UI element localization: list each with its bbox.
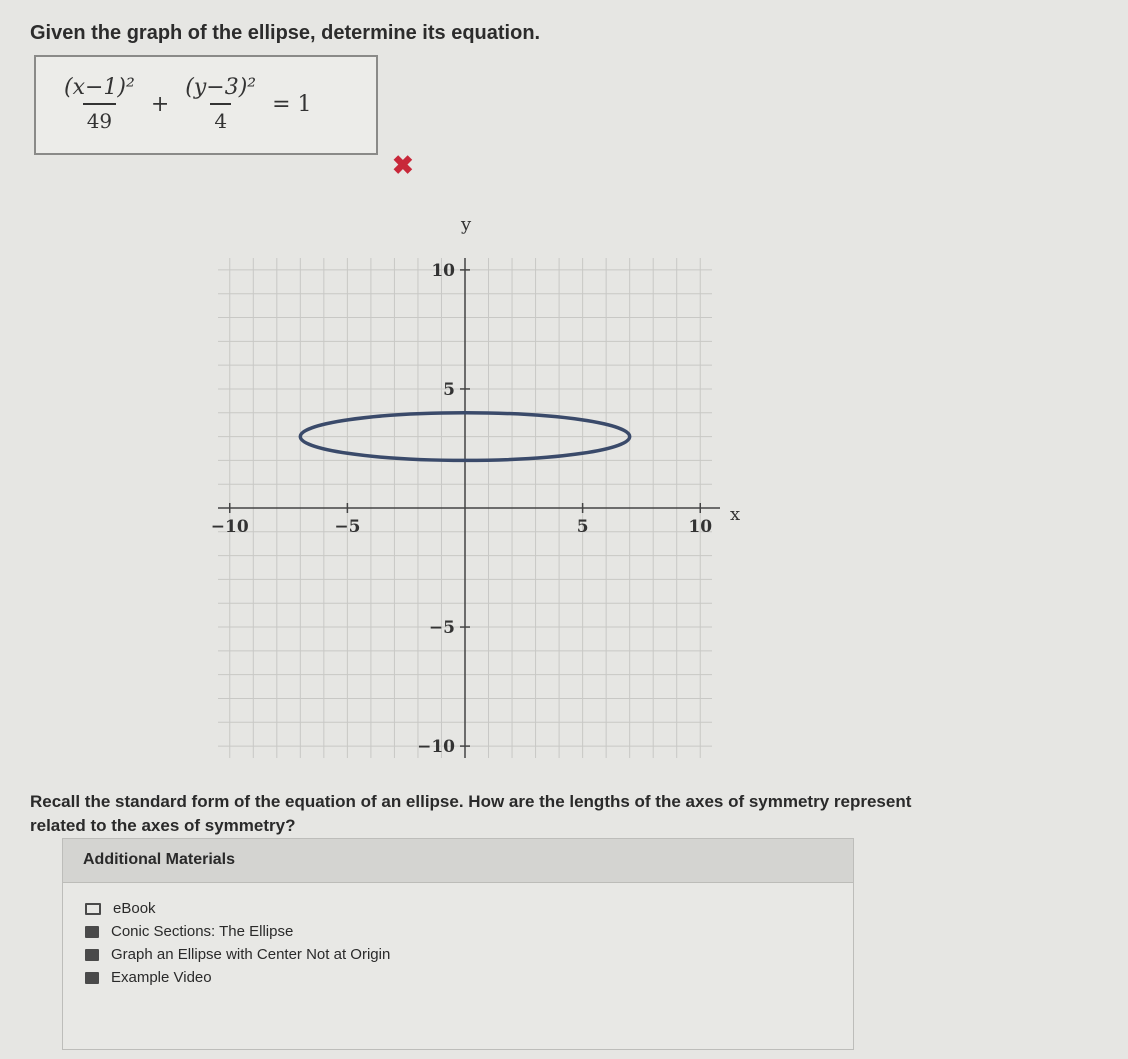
material-conic-sections[interactable] xyxy=(85,920,853,943)
material-graph-ellipse[interactable] xyxy=(85,943,853,966)
fraction-y-denominator: 4 xyxy=(210,103,231,133)
question-text: Given the graph of the ellipse, determine its equation. xyxy=(30,22,541,44)
x-tick-label: −5 xyxy=(334,517,361,537)
book-icon xyxy=(85,903,101,915)
y-tick-label: −10 xyxy=(417,737,455,758)
material-label: Graph an Ellipse with Center Not at Origin xyxy=(111,946,391,963)
material-label: Conic Sections: The Ellipse xyxy=(111,923,294,940)
incorrect-icon: ✖ xyxy=(392,150,414,180)
x-axis-label: x xyxy=(730,504,741,525)
x-tick-label: 10 xyxy=(688,517,713,537)
fraction-x-denominator: 49 xyxy=(83,103,116,133)
document-icon xyxy=(85,926,99,938)
materials-list xyxy=(63,883,853,989)
plus-sign: + xyxy=(150,91,170,117)
material-label: Example Video xyxy=(111,969,212,986)
y-axis-label: y xyxy=(461,214,472,235)
x-tick-label: 5 xyxy=(576,517,589,537)
y-tick-label: 10 xyxy=(431,260,455,281)
material-label: eBook xyxy=(113,900,156,917)
y-tick-label: −5 xyxy=(428,618,455,639)
recall-line-1: Recall the standard form of the equation of an ellipse. How are the lengths of the axes of symmetry represent xyxy=(30,792,912,811)
document-icon xyxy=(85,949,99,961)
fraction-x-numerator: (x−1)² xyxy=(64,75,135,100)
equals-one: = 1 xyxy=(272,91,312,117)
fraction-y-numerator: (y−3)² xyxy=(185,75,257,100)
recall-prompt xyxy=(30,790,1128,838)
material-ebook[interactable] xyxy=(85,897,853,920)
video-icon xyxy=(85,972,99,984)
additional-materials-header: Additional Materials xyxy=(63,839,853,883)
recall-line-2: related to the axes of symmetry? xyxy=(30,816,296,835)
material-example-video[interactable] xyxy=(85,966,853,989)
additional-materials-panel xyxy=(62,838,854,1050)
x-tick-label: −10 xyxy=(210,517,249,537)
y-tick-label: 5 xyxy=(443,379,455,400)
